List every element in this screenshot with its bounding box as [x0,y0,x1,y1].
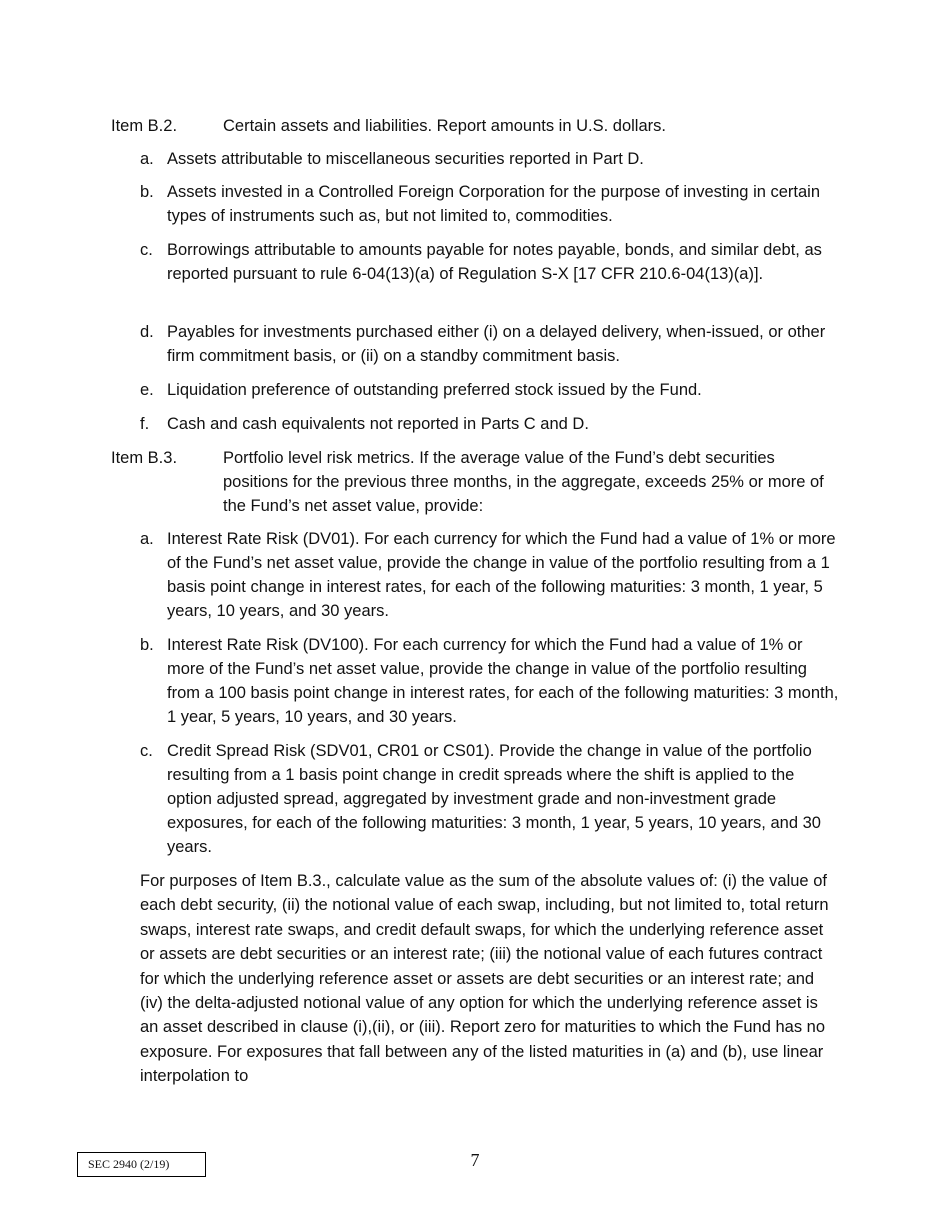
item-b3-note-paragraph: For purposes of Item B.3., calculate value as the sum of the absolute values of: (i) the value of each debt security, (ii) the notional value of each swap, including, but not limited to, total return swaps, interest rate swaps, and credit default swaps, for which the underlying reference asset or assets are debt securities or an interest rate; (iii) the notional value of each futures contract for which the underlying reference asset or assets are debt securities or an interest rate; and (iv) the delta-adjusted notional value of any option for which the underlying reference asset is an asset described in clause (i),(ii), or (iii). Report zero for maturities to which the Fund has no exposure. For exposures that fall between any of the listed maturities in (a) and (b), use linear interpolation to [140,872,829,1086]
list-text: Liquidation preference of outstanding preferred stock issued by the Fund. [167,381,702,399]
list-label: b. [140,183,154,201]
page-number: 7 [470,1150,480,1170]
list-text: Assets attributable to miscellaneous securities reported in Part D. [167,150,644,168]
item-b3-label: Item B.3. [111,449,178,467]
item-b3-text: Portfolio level risk metrics. If the average value of the Fund’s debt securities positions for the previous three months, in the aggregate, exceeds 25% or more of the Fund’s net asset value, provide: [223,449,824,515]
list-text: Assets invested in a Controlled Foreign Corporation for the purpose of investing in certain types of instruments such as, but not limited to, commodities. [167,183,821,225]
list-label: b. [140,636,154,654]
list-label: a. [140,530,154,548]
item-b2-label: Item B.2. [111,117,178,135]
list-text: Interest Rate Risk (DV01). For each currency for which the Fund had a value of 1% or more of the Fund’s net asset value, provide the change in value of the portfolio resulting from a 1 basis point change in interest rates, for each of the following maturities: 3 month, 1 year, 5 years, 10 years, and 30 years. [167,530,836,620]
list-label: c. [140,742,153,760]
list-label: c. [140,241,153,259]
form-id-box: SEC 2940 (2/19) [77,1152,206,1177]
list-label: e. [140,381,154,399]
list-text: Credit Spread Risk (SDV01, CR01 or CS01). Provide the change in value of the portfolio resulting from a 1 basis point change in credit spreads where the shift is applied to the option adjusted spread, aggregated by investment grade and non-investment grade exposures, for each of the following maturities: 3 month, 1 year, 5 years, 10 years, and 30 years. [167,742,821,856]
list-text: Borrowings attributable to amounts payable for notes payable, bonds, and similar debt, as reported pursuant to rule 6-04(13)(a) of Regulation S-X [17 CFR 210.6-04(13)(a)]. [167,241,822,283]
list-text: Payables for investments purchased either (i) on a delayed delivery, when-issued, or other firm commitment basis, or (ii) on a standby commitment basis. [167,323,826,365]
list-label: d. [140,323,154,341]
list-text: Interest Rate Risk (DV100). For each currency for which the Fund had a value of 1% or more of the Fund’s net asset value, provide the change in value of the portfolio resulting from a 100 basis point change in interest rates, for each of the following maturities: 3 month, 1 year, 5 years, 10 years, and 30 years. [167,636,839,726]
list-label: f. [140,415,150,433]
list-label: a. [140,150,154,168]
list-text: Cash and cash equivalents not reported in Parts C and D. [167,415,589,433]
item-b2-text: Certain assets and liabilities. Report amounts in U.S. dollars. [223,117,666,135]
